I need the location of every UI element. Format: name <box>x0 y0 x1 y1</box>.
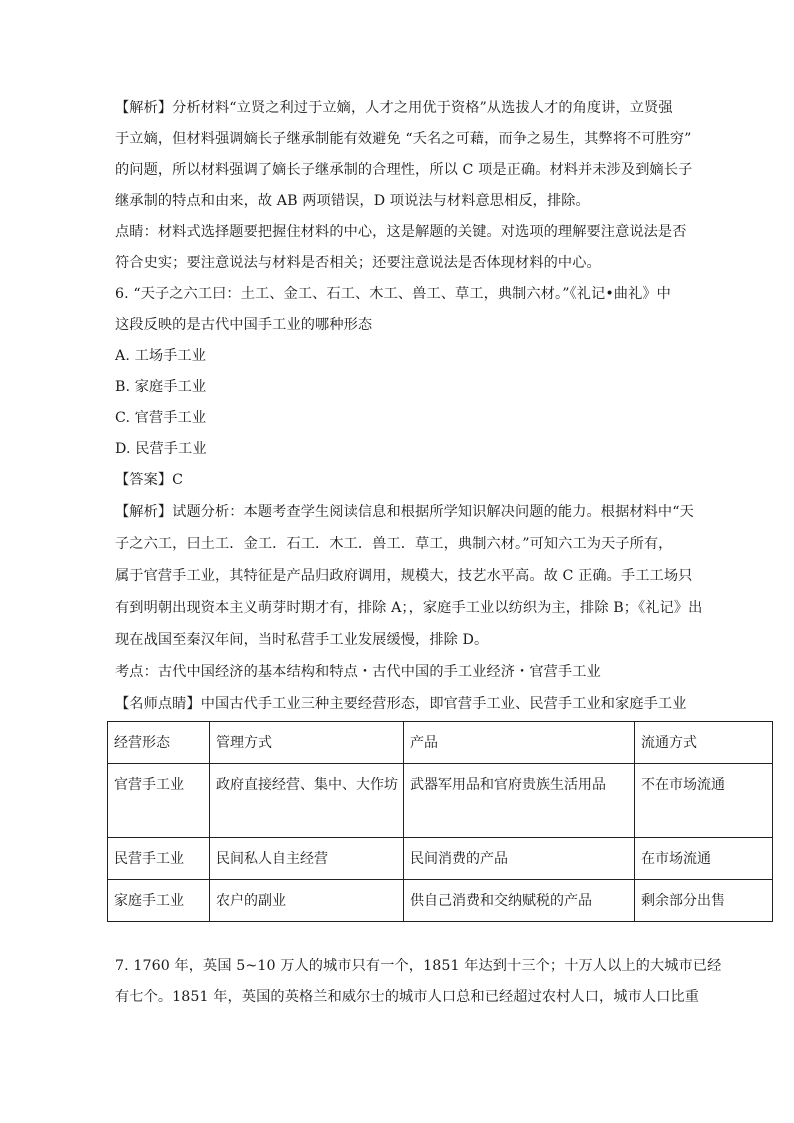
table-cell: 家庭手工业 <box>108 880 210 922</box>
option-b: B. 家庭手工业 <box>115 379 207 395</box>
table-cell: 不在市场流通 <box>635 764 773 838</box>
question-6-stem-line-2: 这段反映的是古代中国手工业的哪种形态 <box>115 317 373 333</box>
table-header-cell: 流通方式 <box>635 722 773 764</box>
answer-line: 【答案】C <box>115 472 184 488</box>
table-cell: 官营手工业 <box>108 764 210 838</box>
table-row <box>108 838 773 880</box>
analysis-line-4: 继承制的特点和由来，故 AB 两项错误，D 项说法与材料意思相反，排除。 <box>115 193 590 209</box>
table-cell: 武器军用品和官府贵族生活用品 <box>404 764 635 838</box>
tip-line-2: 符合史实；要注意说法与材料是否相关；还要注意说法是否体现材料的中心。 <box>115 255 601 271</box>
table-header-cell: 管理方式 <box>210 722 404 764</box>
explanation-line-2: 子之六工，曰土工．金工．石工．木工．兽工．草工，典制六材。”可知六工为天子所有， <box>115 536 673 552</box>
table-cell: 民营手工业 <box>108 838 210 880</box>
table-header-cell: 产品 <box>404 722 635 764</box>
table-row <box>108 880 773 922</box>
table-cell: 民间私人自主经营 <box>210 838 404 880</box>
explanation-line-5: 现在战国至秦汉年间，当时私营手工业发展缓慢，排除 D。 <box>115 632 489 648</box>
option-a: A. 工场手工业 <box>115 348 207 364</box>
explanation-line-1: 【解析】试题分析：本题考查学生阅读信息和根据所学知识解决问题的能力。根据材料中“天 <box>115 504 694 520</box>
table-cell: 剩余部分出售 <box>635 880 773 922</box>
handicraft-forms-table <box>107 721 773 922</box>
analysis-line-3: 的问题，所以材料强调了嫡长子继承制的合理性，所以 C 项是正确。材料并未涉及到嫡长子 <box>115 162 693 178</box>
table-header-row <box>108 722 773 764</box>
question-6-stem-line-1: 6. “天子之六工曰：土工、金工、石工、木工、兽工、草工，典制六材。”《礼记•曲礼》中 <box>115 286 671 302</box>
teacher-note-line: 【名师点睛】中国古代手工业三种主要经营形态，即官营手工业、民营手工业和家庭手工业 <box>115 696 687 712</box>
tip-line-1: 点睛：材料式选择题要把握住材料的中心，这是解题的关键。对选项的理解要注意说法是否 <box>115 224 687 240</box>
table-cell: 民间消费的产品 <box>404 838 635 880</box>
table-cell: 农户的副业 <box>210 880 404 922</box>
table-cell: 政府直接经营、集中、大作坊 <box>210 764 404 838</box>
option-c: C. 官营手工业 <box>115 410 207 426</box>
analysis-line-1: 【解析】分析材料“立贤之利过于立嫡，人才之用优于资格”从选拔人才的角度讲，立贤强 <box>115 100 673 116</box>
table-cell: 在市场流通 <box>635 838 773 880</box>
explanation-line-3: 属于官营手工业，其特征是产品归政府调用，规模大，技艺水平高。故 C 正确。手工工场只 <box>115 568 693 584</box>
explanation-line-4: 有到明朝出现资本主义萌芽时期才有，排除 A；，家庭手工业以纺织为主，排除 B；《礼记》出 <box>115 600 703 616</box>
question-7-line-1: 7. 1760 年，英国 5~10 万人的城市只有一个，1851 年达到十三个；十万人以上的大城市已经 <box>115 958 722 974</box>
table-row <box>108 764 773 838</box>
kaodian-line: 考点：古代中国经济的基本结构和特点・古代中国的手工业经济・官营手工业 <box>115 664 601 680</box>
table-cell: 供自己消费和交纳赋税的产品 <box>404 880 635 922</box>
option-d: D. 民营手工业 <box>115 441 207 457</box>
table-header-cell: 经营形态 <box>108 722 210 764</box>
analysis-line-2: 于立嫡，但材料强调嫡长子继承制能有效避免 “夭名之可藉，而争之易生，其弊将不可胜穷” <box>115 131 692 147</box>
question-7-line-2: 有七个。1851 年，英国的英格兰和威尔士的城市人口总和已经超过农村人口，城市人口比重 <box>115 989 700 1005</box>
